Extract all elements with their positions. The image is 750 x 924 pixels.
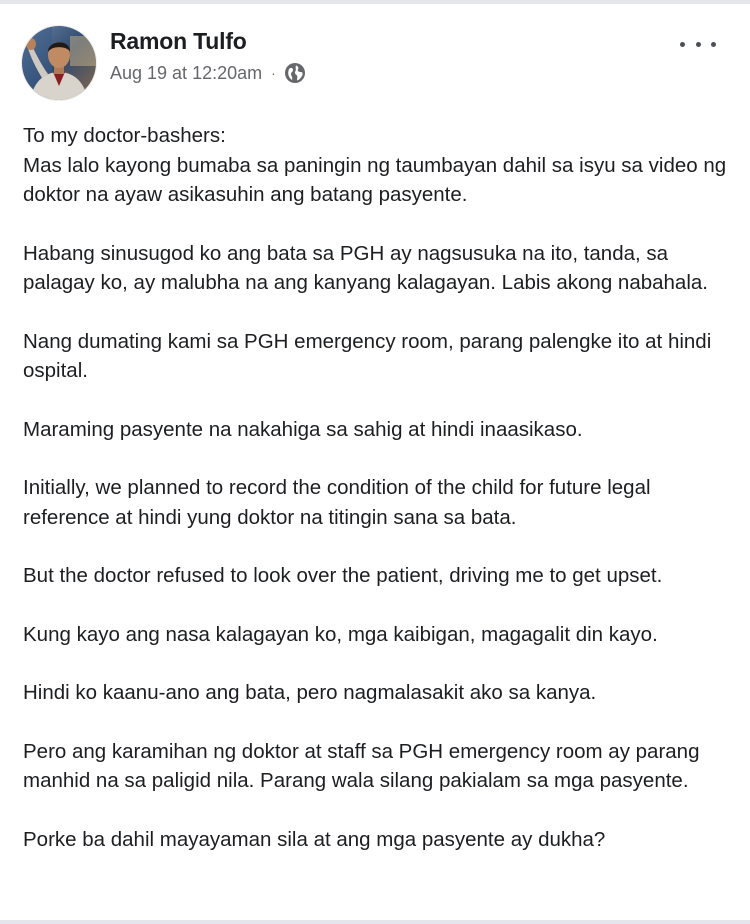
post-paragraph: To my doctor-bashers: Mas lalo kayong bumaba sa paningin ng taumbayan dahil sa isyu sa video ng doktor na ayaw asikasuhin ang batang pasyente. bbox=[23, 124, 727, 206]
post-body bbox=[23, 121, 735, 883]
post-meta bbox=[110, 60, 306, 86]
author-name[interactable]: Ramon Tulfo bbox=[110, 28, 247, 54]
post-paragraph: Nang dumating kami sa PGH emergency room, parang palengke ito at hindi ospital. bbox=[23, 329, 712, 382]
post-paragraph: Initially, we planned to record the condition of the child for future legal reference at hindi yung doktor na titingin sana sa bata. bbox=[23, 476, 651, 529]
post-paragraph: But the doctor refused to look over the patient, driving me to get upset. bbox=[23, 564, 663, 587]
more-options-button[interactable] bbox=[680, 34, 716, 54]
meta-separator: · bbox=[271, 65, 276, 81]
post-timestamp[interactable]: Aug 19 at 12:20am bbox=[110, 62, 263, 83]
profile-photo bbox=[22, 26, 96, 100]
post-paragraph: Pero ang karamihan ng doktor at staff sa PGH emergency room ay parang manhid na sa paligid nila. Parang wala silang pakialam sa mga pasyente. bbox=[23, 739, 700, 792]
globe-icon[interactable] bbox=[284, 62, 306, 84]
post-paragraph: Porke ba dahil mayayaman sila at ang mga pasyente ay dukha? bbox=[23, 827, 606, 851]
more-horizontal-icon bbox=[680, 42, 685, 47]
facebook-post bbox=[0, 4, 750, 924]
author-avatar[interactable] bbox=[22, 26, 96, 100]
post-paragraph: Habang sinusugod ko ang bata sa PGH ay nagsusuka na ito, tanda, sa palagay ko, ay malubha na ang kanyang kalagayan. Labis akong nabahala. bbox=[23, 241, 708, 294]
post-paragraph: Kung kayo ang nasa kalagayan ko, mga kaibigan, magagalit din kayo. bbox=[23, 622, 658, 646]
bottom-divider bbox=[0, 920, 750, 924]
post-paragraph: Hindi ko kaanu-ano ang bata, pero nagmalasakit ako sa kanya. bbox=[23, 681, 597, 704]
post-paragraph: Maraming pasyente na nakahiga sa sahig at hindi inaasikaso. bbox=[23, 417, 583, 441]
